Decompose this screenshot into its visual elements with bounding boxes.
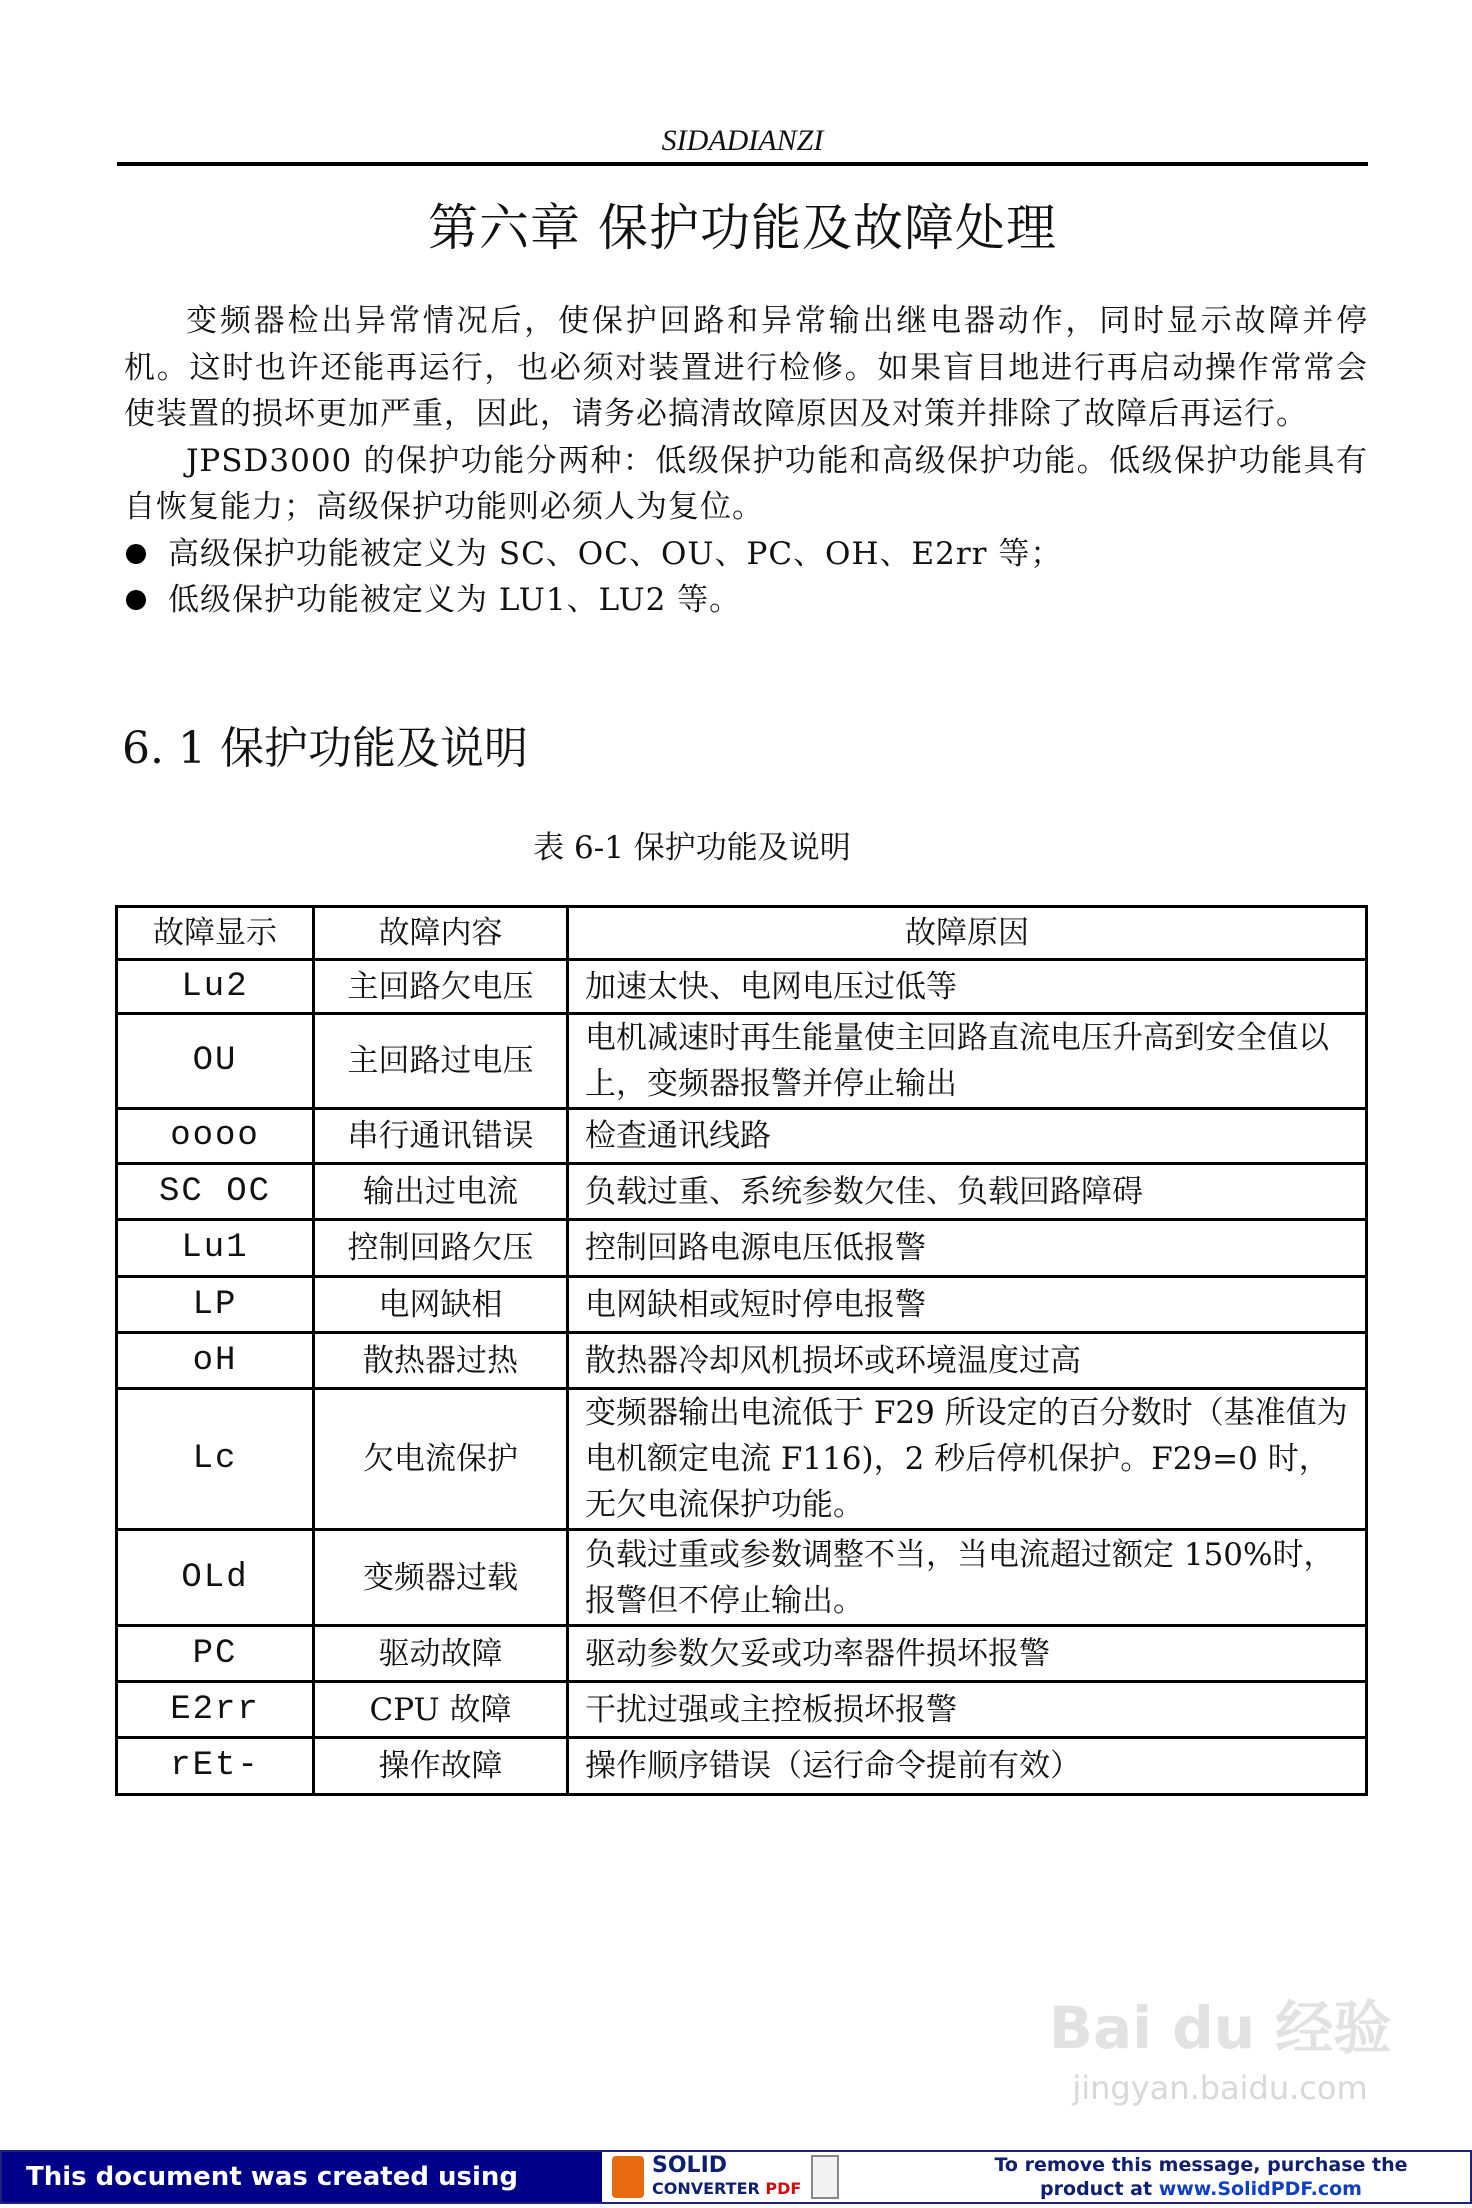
header-cell: 故障内容 bbox=[314, 907, 568, 960]
watermark-url: jingyan.baidu.com bbox=[1072, 2069, 1368, 2107]
banner-left-text: This document was created using bbox=[2, 2152, 602, 2202]
table-row bbox=[117, 1220, 1367, 1277]
fault-cause: 负载过重、系统参数欠佳、负载回路障碍 bbox=[568, 1164, 1367, 1220]
running-header: SIDADIANZI bbox=[661, 124, 824, 157]
header-cell: 故障原因 bbox=[568, 907, 1367, 960]
fault-content: 操作故障 bbox=[314, 1738, 568, 1795]
fault-content: 变频器过载 bbox=[314, 1530, 568, 1626]
table-row bbox=[117, 1626, 1367, 1682]
intro-paragraph-1: 变频器检出异常情况后，使保护回路和异常输出继电器动作，同时显示故障并停机。这时也许还能再运行，也必须对装置进行检修。如果盲目地进行再启动操作常常会使装置的损坏更加严重，因此，请务必搞清故障原因及对策并排除了故障后再运行。 bbox=[124, 303, 1368, 432]
fault-code: oH bbox=[117, 1333, 314, 1389]
fault-content: 驱动故障 bbox=[314, 1626, 568, 1682]
chapter-title: 第六章 保护功能及故障处理 bbox=[428, 199, 1057, 257]
logo-converter: CONVERTER bbox=[652, 2179, 760, 2198]
table-caption: 表 6-1 保护功能及说明 bbox=[533, 830, 851, 866]
bullet-text: 高级保护功能被定义为 SC、OC、OU、PC、OH、E2rr 等； bbox=[168, 535, 1063, 572]
baidu-watermark bbox=[1020, 1990, 1420, 2140]
fault-content: 输出过电流 bbox=[314, 1164, 568, 1220]
bullet-icon bbox=[126, 590, 146, 610]
fault-content: 控制回路欠压 bbox=[314, 1220, 568, 1277]
fault-code: PC bbox=[117, 1626, 314, 1682]
table-row bbox=[117, 960, 1367, 1014]
fault-code: Lu2 bbox=[117, 960, 314, 1014]
table-row bbox=[117, 1389, 1367, 1530]
fault-code: oooo bbox=[117, 1109, 314, 1164]
table-row bbox=[117, 1164, 1367, 1220]
banner-message-2: product at bbox=[1040, 2178, 1159, 2200]
fault-content: 串行通讯错误 bbox=[314, 1109, 568, 1164]
fault-content: 主回路过电压 bbox=[314, 1014, 568, 1109]
watermark-logo: Bai du 经验 bbox=[1048, 1994, 1392, 2062]
table-row bbox=[117, 1277, 1367, 1333]
logo-solid: SOLID bbox=[652, 2153, 728, 2178]
table-row bbox=[117, 1530, 1367, 1626]
bullet-item bbox=[124, 577, 1368, 624]
fault-table bbox=[115, 905, 1368, 1796]
fault-cause: 加速太快、电网电压过低等 bbox=[568, 960, 1367, 1014]
fault-content: 散热器过热 bbox=[314, 1333, 568, 1389]
fault-cause: 操作顺序错误（运行命令提前有效） bbox=[568, 1738, 1367, 1795]
bullet-text: 低级保护功能被定义为 LU1、LU2 等。 bbox=[168, 582, 742, 618]
table-row bbox=[117, 1333, 1367, 1389]
fault-code: Lc bbox=[117, 1389, 314, 1530]
intro-paragraph-2: JPSD3000 的保护功能分两种：低级保护功能和高级保护功能。低级保护功能具有自恢复能力；高级保护功能则必须人为复位。 bbox=[124, 442, 1368, 525]
header-rule bbox=[117, 162, 1368, 166]
fault-code: rEt- bbox=[117, 1738, 314, 1795]
table-row bbox=[117, 1014, 1367, 1109]
header-cell: 故障显示 bbox=[117, 907, 314, 960]
solid-logo-icon bbox=[612, 2156, 644, 2198]
fault-code: E2rr bbox=[117, 1682, 314, 1738]
banner-right-text bbox=[932, 2152, 1470, 2202]
fault-code: SC OC bbox=[117, 1164, 314, 1220]
bullet-item bbox=[124, 531, 1368, 578]
fault-cause: 控制回路电源电压低报警 bbox=[568, 1220, 1367, 1277]
fault-cause: 驱动参数欠妥或功率器件损坏报警 bbox=[568, 1626, 1367, 1682]
fault-cause: 散热器冷却风机损坏或环境温度过高 bbox=[568, 1333, 1367, 1389]
solid-converter-logo bbox=[602, 2152, 932, 2202]
fault-code: Lu1 bbox=[117, 1220, 314, 1277]
fault-content: 主回路欠电压 bbox=[314, 960, 568, 1014]
fault-cause: 干扰过强或主控板损坏报警 bbox=[568, 1682, 1367, 1738]
fault-cause: 检查通讯线路 bbox=[568, 1109, 1367, 1164]
section-heading: 6. 1 保护功能及说明 bbox=[122, 723, 528, 774]
fault-content: 电网缺相 bbox=[314, 1277, 568, 1333]
solidpdf-link[interactable]: www.SolidPDF.com bbox=[1158, 2178, 1362, 2200]
banner-message: To remove this message, purchase the bbox=[994, 2154, 1408, 2176]
fault-content: CPU 故障 bbox=[314, 1682, 568, 1738]
pdf-document-icon bbox=[811, 2155, 839, 2199]
table-row bbox=[117, 1738, 1367, 1795]
table-row bbox=[117, 1682, 1367, 1738]
logo-pdf: PDF bbox=[765, 2179, 802, 2198]
fault-cause: 变频器输出电流低于 F29 所设定的百分数时（基准值为电机额定电流 F116)，2 秒后停机保护。F29=0 时，无欠电流保护功能。 bbox=[568, 1389, 1367, 1530]
fault-content: 欠电流保护 bbox=[314, 1389, 568, 1530]
fault-cause: 电网缺相或短时停电报警 bbox=[568, 1277, 1367, 1333]
bullet-icon bbox=[126, 544, 146, 564]
fault-cause: 负载过重或参数调整不当，当电流超过额定 150%时，报警但不停止输出。 bbox=[568, 1530, 1367, 1626]
solidpdf-banner bbox=[0, 2150, 1472, 2204]
fault-cause: 电机减速时再生能量使主回路直流电压升高到安全值以上，变频器报警并停止输出 bbox=[568, 1014, 1367, 1109]
intro-text bbox=[124, 298, 1368, 624]
fault-code: LP bbox=[117, 1277, 314, 1333]
fault-code: OU bbox=[117, 1014, 314, 1109]
table-header-row bbox=[117, 907, 1367, 960]
fault-code: OLd bbox=[117, 1530, 314, 1626]
table-row bbox=[117, 1109, 1367, 1164]
